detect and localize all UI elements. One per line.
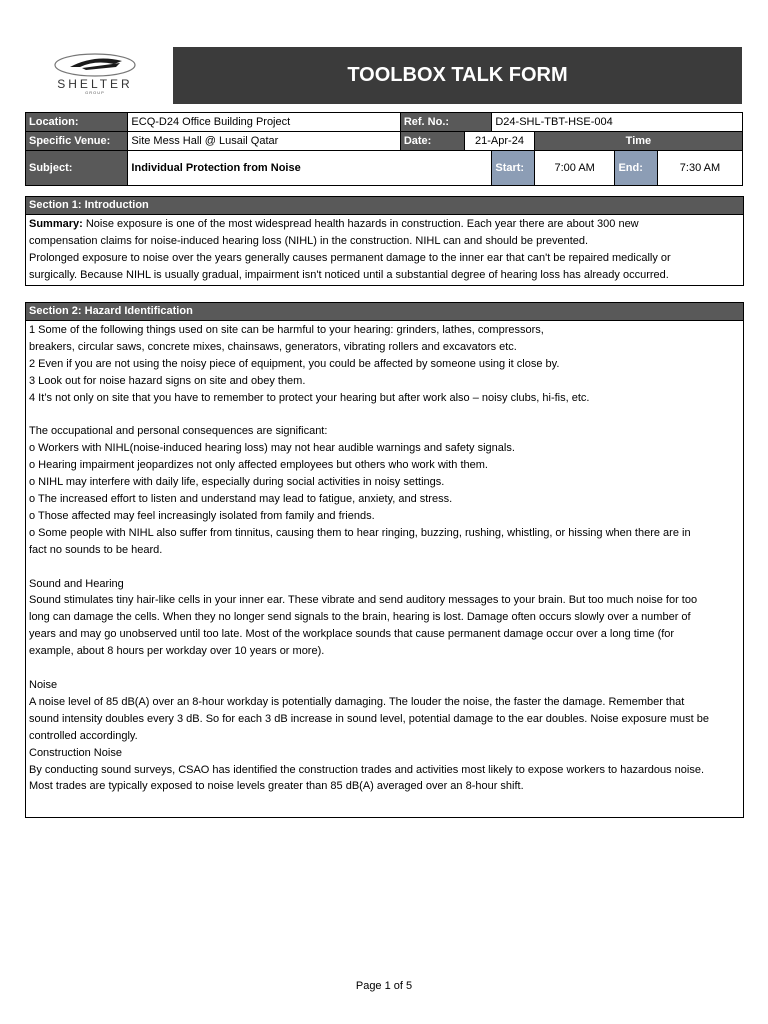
- location-value: ECQ-D24 Office Building Project: [128, 113, 400, 132]
- logo-subtitle: GROUP: [85, 90, 105, 95]
- date-label: Date:: [400, 132, 464, 151]
- logo-name: SHELTER: [57, 77, 133, 91]
- hazard-line: breakers, circular saws, concrete mixes, chainsaws, generators, vibrating rollers and excavators etc.: [29, 340, 517, 353]
- hazard-line: o Hearing impairment jeopardizes not only affected employees but others who work with them.: [29, 459, 488, 472]
- hazard-line: A noise level of 85 dB(A) over an 8-hour workday is potentially damaging. The louder the noise, the faster the damage. Remember that: [29, 695, 685, 708]
- hazard-line: 1 Some of the following things used on site can be harmful to your hearing: grinders, lathes, compressors,: [29, 324, 544, 336]
- section-hazard-body: [26, 321, 743, 796]
- location-label: Location:: [26, 113, 128, 132]
- hazard-line: The occupational and personal consequences are significant:: [29, 425, 328, 438]
- blank-line: [29, 407, 740, 424]
- section-introduction-body: [26, 215, 743, 285]
- end-value: 7:30 AM: [657, 151, 742, 186]
- start-label: Start:: [492, 151, 534, 186]
- blank-line: [29, 660, 740, 677]
- hazard-line: Most trades are typically exposed to noise levels greater than 85 dB(A) averaged over an 8-hour shift.: [29, 780, 524, 793]
- intro-line: Prolonged exposure to noise over the years generally causes permanent damage to the inner ear that can't be repaired medically or: [29, 251, 671, 264]
- hazard-line: o Workers with NIHL(noise-induced hearing loss) may not hear audible warnings and safety signals.: [29, 442, 515, 455]
- end-label: End:: [615, 151, 657, 186]
- info-table: [25, 112, 743, 186]
- venue-value: Site Mess Hall @ Lusail Qatar: [128, 132, 400, 151]
- hazard-line: 4 It’s not only on site that you have to remember to protect your hearing but after work also – noisy clubs, hi-fis, etc.: [29, 391, 590, 404]
- hazard-line: o Those affected may feel increasingly isolated from family and friends.: [29, 509, 375, 522]
- hazard-line: controlled accordingly.: [29, 729, 138, 742]
- hazard-line: years and may go unobserved until too late. Most of the workplace sounds that cause permanent damage occur over a long time (for: [29, 628, 675, 641]
- page-number: Page 1 of 5: [355, 980, 413, 992]
- intro-line: surgically. Because NIHL is usually gradual, impairment isn't noticed until a substantial degree of hearing loss has already occurred.: [29, 268, 669, 281]
- summary-line: [29, 216, 740, 233]
- summary-text: Noise exposure is one of the most widespread health hazards in construction. Each year there are about 300 new: [82, 218, 639, 230]
- subject-label: Subject:: [26, 151, 128, 186]
- hazard-line: o The increased effort to listen and understand may lead to fatigue, anxiety, and stress.: [29, 493, 453, 506]
- hazard-line: Sound stimulates tiny hair-like cells in your inner ear. These vibrate and send auditory messages to your brain. But too much noise for too: [29, 594, 698, 607]
- hazard-line: sound intensity doubles every 3 dB. So for each 3 dB increase in sound level, potential damage to the ear doubles. Noise exposure must be: [29, 712, 709, 725]
- time-label: Time: [534, 132, 742, 151]
- ref-label: Ref. No.:: [400, 113, 492, 132]
- section-introduction: [25, 196, 744, 286]
- hazard-line: 2 Even if you are not using the noisy piece of equipment, you could be affected by someone using it close by.: [29, 357, 560, 370]
- date-value: 21-Apr-24: [465, 132, 535, 151]
- hazard-line: example, about 8 hours per workday over 10 years or more).: [29, 645, 325, 658]
- hazard-line: long can damage the cells. When they no longer send signals to the brain, hearing is lost. Damage often occurs slowly over a number of: [29, 611, 691, 624]
- hazard-line: o Some people with NIHL also suffer from tinnitus, causing them to hear ringing, buzzing, rushing, whistling, or hissing when there are in: [29, 526, 691, 539]
- ref-value: D24-SHL-TBT-HSE-004: [492, 113, 743, 132]
- intro-line: compensation claims for noise-induced hearing loss (NIHL) in the construction. NIHL can and should be prevented.: [29, 234, 589, 247]
- summary-label: Summary:: [29, 218, 83, 230]
- hazard-line: 3 Look out for noise hazard signs on site and obey them.: [29, 374, 306, 387]
- hazard-line: o NIHL may interfere with daily life, especially during social activities in noisy settings.: [29, 476, 445, 489]
- hazard-line: By conducting sound surveys, CSAO has identified the construction trades and activities most likely to expose workers to hazardous noise.: [29, 763, 705, 776]
- shelter-logo-icon: [30, 52, 160, 78]
- form-title: TOOLBOX TALK FORM: [173, 47, 742, 104]
- section-hazard-identification: [25, 302, 744, 818]
- section-hazard-title: Section 2: Hazard Identification: [26, 303, 743, 321]
- start-value: 7:00 AM: [534, 151, 615, 186]
- blank-line: [29, 559, 740, 576]
- hazard-line: fact no sounds to be heard.: [29, 543, 163, 556]
- subject-value: Individual Protection from Noise: [128, 151, 492, 186]
- venue-label: Specific Venue:: [26, 132, 128, 151]
- hazard-line: Noise: [29, 678, 58, 691]
- hazard-line: Construction Noise: [29, 746, 122, 759]
- hazard-line: Sound and Hearing: [29, 577, 124, 590]
- section-introduction-title: Section 1: Introduction: [26, 197, 743, 215]
- company-logo: [30, 52, 160, 98]
